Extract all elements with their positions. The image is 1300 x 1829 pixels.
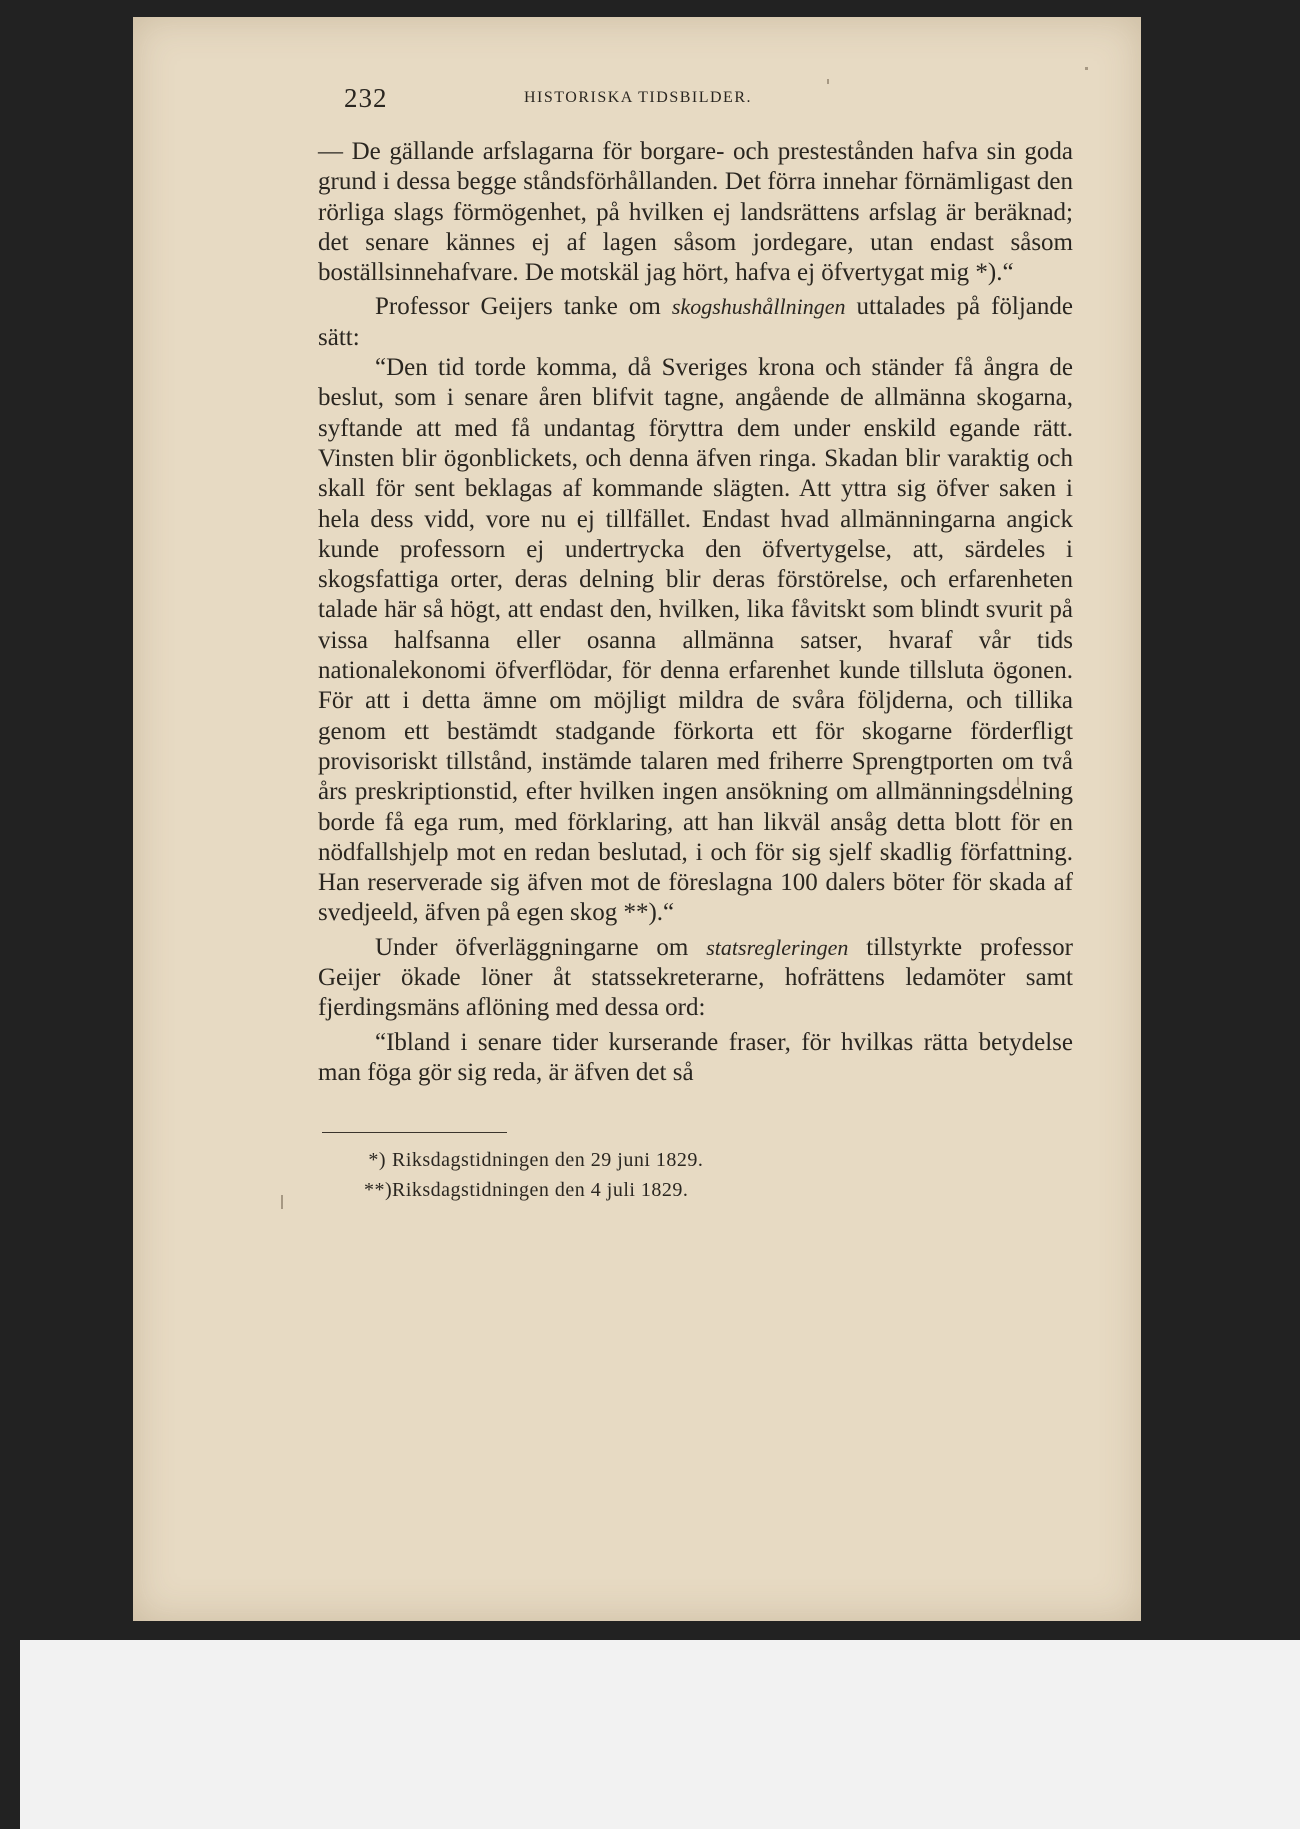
paragraph-skogshushallning-intro: [318, 292, 1073, 353]
paragraph-skogar-quote: “Den tid torde komma, då Sveriges krona och ständer få ångra de beslut, som i senare åren blifvit tagne, angående de allmänna skogarna, syftande att med få undantag föryttra dem under enskild egande rätt. Vinsten blir ögonblickets, och denna äfven ringa. Skadan blir varaktig och skall för sent beklagas af kommande slägten. Att yttra sig öfver saken i hela dess vidd, vore nu ej tillfället. Endast hvad allmänningarna angick kunde professorn ej undertrycka den öfvertygelse, att, särdeles i skogsfattiga orter, deras delning blir deras förstörelse, och erfarenheten talade här så högt, att endast den, hvilken, lika fåvitskt som blindt svurit på vissa halfsanna eller osanna allmänna satser, hvaraf vår tids nationalekonomi öfverflödar, för denna erfarenhet kunde tillsluta ögonen. För att i detta ämne om möjligt mildra de svåra följderna, och tillika genom ett bestämdt stadgande förkorta ett för skogarne förderfligt provisoriskt tillstånd, instämde talaren med friherre Sprengtporten om två års preskriptionstid, efter hvilken ingen ansökning om allmänningsdelning borde få ega rum, med förklaring, att han likväl ansåg detta blott för en nödfallshjelp mot en redan beslutad, i och för sig sjelf skadlig författning. Han reserverade sig äfven mot de föreslagna 100 dalers böter för skada af svedjeeld, äfven på egen skog **).“: [318, 354, 1073, 927]
paragraph-arfslag: — De gällande arfslagarna för borgare- och prestestånden hafva sin goda grund i dessa begge ståndsförhållanden. Det förra innehar förnämligast den rörliga slags förmögenhet, på hvilken ej landsrättens arfslag är beräknad; det senare kännes ej af lagen såsom jordegare, utan endast såsom boställsinnehafvare. De motskäl jag hört, hafva ej öfvertygat mig *).“: [318, 138, 1073, 287]
footnotes: [318, 1145, 1073, 1205]
paper-speck: [1085, 67, 1088, 70]
paragraph-statsreglering-intro: [318, 933, 1073, 1024]
text-run: uttalades på följande sätt:: [318, 293, 1073, 351]
running-head: [318, 83, 1073, 123]
running-title: HISTORISKA TIDSBILDER.: [524, 89, 752, 106]
footnote-mark: *): [368, 1149, 386, 1172]
text-run: Professor Geijers tanke om: [375, 293, 672, 321]
page-number: 232: [344, 83, 388, 113]
page-content: [318, 83, 1073, 1205]
scanner-margin: [20, 1640, 1300, 1829]
footnote-rule: [322, 1132, 507, 1133]
body-text: [318, 137, 1073, 1088]
footnote-text: Riksdagstidningen den 29 juni 1829.: [392, 1149, 704, 1172]
text-run: Under öfverläggningarne om: [375, 933, 707, 961]
footnote-mark: **): [364, 1179, 393, 1202]
emphasis-term: statsregleringen: [706, 934, 849, 960]
paragraph-fraser-quote: “Ibland i senare tider kurserande fraser, för hvilkas rätta betydelse man föga gör sig reda, är äfven det så: [318, 1028, 1073, 1086]
footnote: [364, 1145, 1073, 1175]
footnote-text: Riksdagstidningen den 4 juli 1829.: [392, 1179, 689, 1202]
emphasis-term: skogshushållningen: [671, 294, 846, 320]
book-page: [133, 17, 1141, 1621]
text-run: tillstyrkte professor Geijer ökade löner åt statssekreterarne, hofrättens ledamöter samt fjerdingsmäns aflöning med dessa ord:: [318, 933, 1073, 1022]
footnote: [364, 1175, 1073, 1205]
paper-speck: [281, 1195, 283, 1209]
